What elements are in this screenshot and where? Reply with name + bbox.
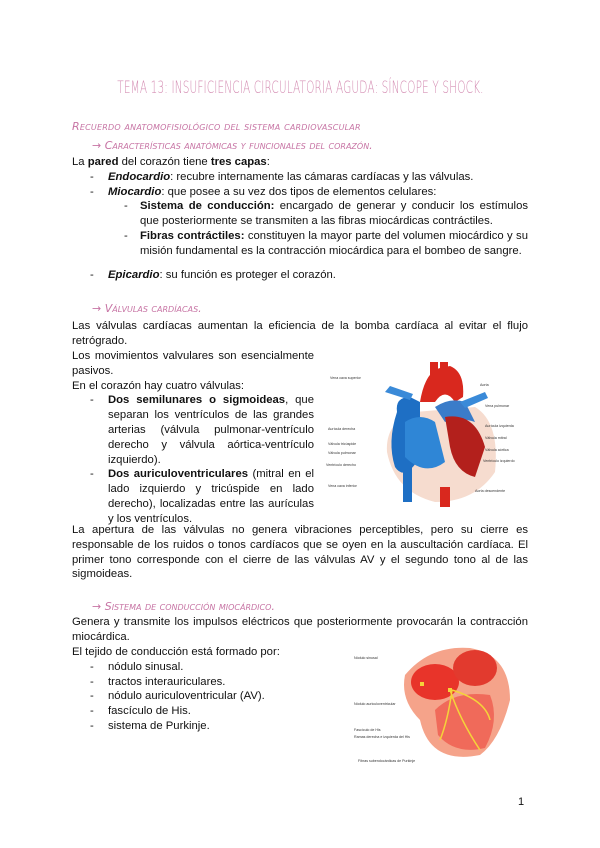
layer-miocardio: - Miocardio: que posee a su vez dos tipos de elementos celulares: [72, 185, 528, 200]
valves-paragraph-3: En el corazón hay cuatro válvulas: [72, 379, 245, 392]
diagram-label: Aurícula derecha [328, 427, 356, 431]
conduction-item: - fascículo de His. [72, 704, 352, 719]
conduction-paragraph-1: Genera y transmite los impulsos eléctricos que posteriormente provocarán la contracción miocárdica. [72, 616, 528, 643]
page-number: 1 [518, 796, 525, 808]
diagram-label: Aorta [480, 383, 489, 387]
subheading-heart-characteristics: → Características anatómicas y funcionales del corazón. [92, 139, 373, 152]
page-title: TEMA 13: INSUFICIENCIA CIRCULATORIA AGUDA: SÍNCOPE Y SHOCK. [116, 78, 484, 98]
subheading-valves: → Válvulas cardíacas. [92, 302, 202, 315]
valves-paragraph-1: Las válvulas cardíacas aumentan la eficiencia de la bomba cardíaca al evitar el flujo retrógrado. [72, 320, 528, 347]
layer-epicardio: - Epicardio: su función es proteger el corazón. [72, 268, 528, 283]
valves-paragraph-2: Los movimientos valvulares son esencialmente pasivos. [72, 350, 314, 377]
conduction-system-image [354, 640, 525, 770]
diagram-label: Nódulo sinusal [354, 656, 378, 660]
conduction-item: - tractos interauriculares. [72, 675, 352, 690]
diagram-label: Fibras subendocárdicas de Purkinje [358, 759, 416, 763]
valve-av: - Dos auriculoventriculares (mitral en el lado izquierdo y tricúspide en lado derecho), localizadas entre las aurículas y los ventrículos. [72, 467, 314, 526]
diagram-label: Vena cava inferior [328, 484, 357, 488]
conduction-item: - sistema de Purkinje. [72, 719, 352, 734]
layer-endocardio: - Endocardio: recubre internamente las cámaras cardíacas y las válvulas. [72, 170, 528, 185]
diagram-label: Fascículo de His [354, 728, 381, 732]
diagram-label: Ramas derecha e izquierda del His [354, 735, 410, 739]
diagram-label: Vena cava superior [330, 376, 361, 380]
conduction-list-block [72, 645, 352, 734]
cell-type-contractile: - Fibras contráctiles: constituyen la mayor parte del volumen miocárdico y su misión fundamental es la contracción miocárdica para el bombeo de sangre. [72, 229, 528, 259]
diagram-label: Válvula pulmonar [328, 451, 356, 455]
heart-anatomy-image [325, 362, 565, 512]
diagram-label: Aurícula izquierda [485, 424, 514, 428]
heart-wall-intro: La pared del corazón tiene tres capas: [72, 156, 270, 168]
diagram-label: Ventrículo izquierdo [483, 459, 515, 463]
diagram-label: Válvula tricúspide [328, 442, 357, 446]
diagram-label: Vena pulmonar [485, 404, 510, 408]
conduction-item: - nódulo auriculoventricular (AV). [72, 689, 352, 704]
subheading-conduction: → Sistema de conducción miocárdico. [92, 600, 275, 613]
diagram-label: Ventrículo derecho [326, 463, 356, 467]
diagram-label: Válvula aórtica [485, 448, 509, 452]
heart-wall-block [72, 155, 528, 282]
valves-paragraph-4: La apertura de las válvulas no genera vibraciones perceptibles, pero su cierre es responsable de los ruidos o tonos cardíacos que se oyen en la auscultación cardíaca. El primer tono corresponde con el cierre de las válvulas AV y el segundo tono al de las sigmoideas. [72, 524, 528, 581]
conduction-item: - nódulo sinusal. [72, 660, 352, 675]
diagram-label: Aorta descendente [475, 489, 506, 493]
conduction-paragraph-2: El tejido de conducción está formado por: [72, 646, 280, 658]
diagram-label: Válvula mitral [485, 436, 507, 440]
diagram-label: Nódulo auriculoventricular [354, 702, 396, 706]
valve-semilunar: - Dos semilunares o sigmoideas, que separan los ventrículos de las grandes arterias (válvula pulmonar-ventrículo derecho y válvula aórtica-ventrículo izquierdo). [72, 393, 314, 467]
section-heading-anatomy: Recuerdo anatomofisiológico del sistema cardiovascular [72, 120, 361, 133]
cell-type-conduction: - Sistema de conducción: encargado de generar y conducir los estímulos que posteriormente se transmiten a las fibras miocárdicas contráctiles. [72, 199, 528, 229]
valves-column [72, 349, 314, 527]
